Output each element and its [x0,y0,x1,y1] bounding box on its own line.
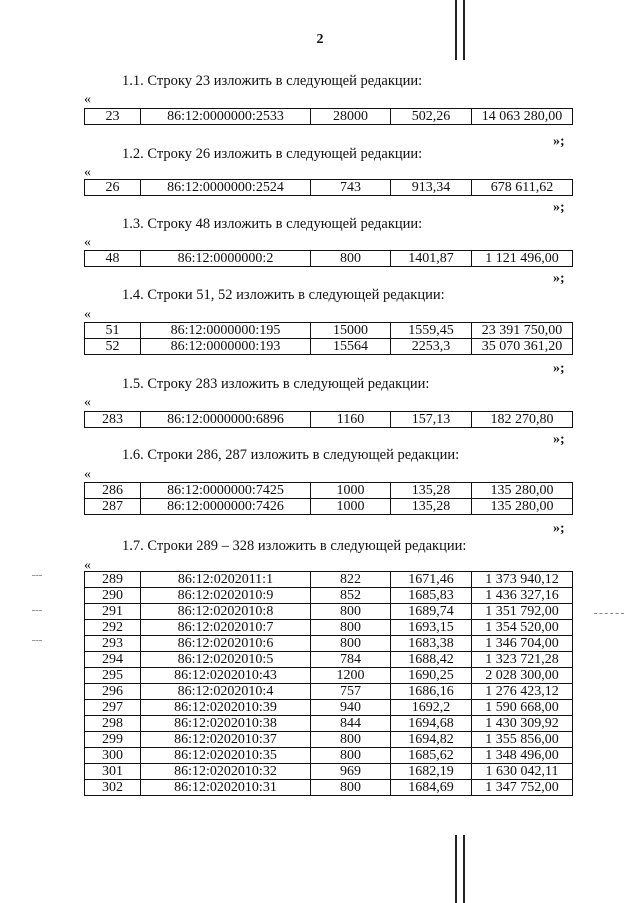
cell-cadastral-number: 86:12:0202010:9 [141,588,311,604]
cell-cadastral-number: 86:12:0202010:31 [141,780,311,796]
cell-rate: 1694,68 [391,716,472,732]
cell-area: 1160 [311,412,391,428]
opening-quote: « [84,558,91,573]
table-row [85,684,573,700]
cell-value: 23 391 750,00 [472,323,573,339]
cell-area: 15000 [311,323,391,339]
cell-row-number: 23 [85,109,141,125]
cell-cadastral-number: 86:12:0202010:6 [141,636,311,652]
cell-row-number: 294 [85,652,141,668]
section-heading: 1.7. Строки 289 – 328 изложить в следующей редакции: [122,538,467,554]
table-row [85,716,573,732]
scan-artifact-mark [32,575,42,576]
cell-area: 28000 [311,109,391,125]
cell-area: 940 [311,700,391,716]
closing-quote: »; [553,271,565,286]
cell-rate: 1682,19 [391,764,472,780]
cell-cadastral-number: 86:12:0000000:195 [141,323,311,339]
cell-rate: 1693,15 [391,620,472,636]
cell-area: 969 [311,764,391,780]
amendment-table [84,108,573,125]
page-number: 2 [316,32,324,47]
cell-value: 1 354 520,00 [472,620,573,636]
cell-value: 135 280,00 [472,499,573,515]
table-row [85,412,573,428]
table-row [85,323,573,339]
table-row [85,251,573,267]
closing-quote: »; [553,432,565,447]
cell-cadastral-number: 86:12:0000000:2533 [141,109,311,125]
cell-row-number: 291 [85,604,141,620]
cell-value: 35 070 361,20 [472,339,573,355]
section-heading: 1.2. Строку 26 изложить в следующей редакции: [122,146,423,162]
scan-artifact-line [463,835,465,903]
cell-value: 1 323 721,28 [472,652,573,668]
cell-rate: 1559,45 [391,323,472,339]
amendment-table [84,482,573,515]
cell-cadastral-number: 86:12:0202010:43 [141,668,311,684]
table-row [85,180,573,196]
section-heading: 1.1. Строку 23 изложить в следующей редакции: [122,73,423,89]
cell-row-number: 299 [85,732,141,748]
cell-area: 844 [311,716,391,732]
cell-area: 1000 [311,499,391,515]
table-row [85,499,573,515]
cell-row-number: 286 [85,483,141,499]
cell-cadastral-number: 86:12:0202010:39 [141,700,311,716]
cell-cadastral-number: 86:12:0000000:6896 [141,412,311,428]
cell-row-number: 298 [85,716,141,732]
opening-quote: « [84,165,91,180]
table-row [85,652,573,668]
cell-rate: 1685,62 [391,748,472,764]
cell-cadastral-number: 86:12:0202010:7 [141,620,311,636]
cell-value: 1 355 856,00 [472,732,573,748]
cell-cadastral-number: 86:12:0000000:7425 [141,483,311,499]
opening-quote: « [84,467,91,482]
cell-area: 784 [311,652,391,668]
cell-row-number: 283 [85,412,141,428]
cell-row-number: 287 [85,499,141,515]
cell-rate: 157,13 [391,412,472,428]
cell-area: 800 [311,732,391,748]
cell-row-number: 51 [85,323,141,339]
scan-artifact-line [455,0,457,60]
cell-area: 1000 [311,483,391,499]
cell-rate: 1685,83 [391,588,472,604]
cell-value: 135 280,00 [472,483,573,499]
opening-quote: « [84,92,91,107]
cell-rate: 135,28 [391,499,472,515]
table-row [85,572,573,588]
cell-value: 1 276 423,12 [472,684,573,700]
table-row [85,588,573,604]
cell-area: 800 [311,780,391,796]
cell-row-number: 290 [85,588,141,604]
scan-artifact-mark [594,613,624,614]
cell-area: 15564 [311,339,391,355]
opening-quote: « [84,307,91,322]
closing-quote: »; [553,521,565,536]
scan-artifact-line [463,0,465,60]
table-row [85,764,573,780]
scan-artifact-mark [32,610,42,611]
cell-cadastral-number: 86:12:0202010:35 [141,748,311,764]
section-heading: 1.3. Строку 48 изложить в следующей редакции: [122,216,423,232]
cell-value: 1 346 704,00 [472,636,573,652]
table-row [85,780,573,796]
cell-value: 1 630 042,11 [472,764,573,780]
cell-cadastral-number: 86:12:0000000:7426 [141,499,311,515]
cell-cadastral-number: 86:12:0202010:38 [141,716,311,732]
scan-artifact-line [455,835,457,903]
cell-area: 743 [311,180,391,196]
amendment-table [84,179,573,196]
cell-row-number: 52 [85,339,141,355]
cell-row-number: 302 [85,780,141,796]
table-row [85,748,573,764]
cell-area: 800 [311,604,391,620]
cell-cadastral-number: 86:12:0000000:2524 [141,180,311,196]
cell-cadastral-number: 86:12:0202011:1 [141,572,311,588]
table-row [85,636,573,652]
amendment-table [84,571,573,796]
cell-rate: 913,34 [391,180,472,196]
amendment-table [84,411,573,428]
cell-cadastral-number: 86:12:0202010:5 [141,652,311,668]
cell-rate: 135,28 [391,483,472,499]
cell-rate: 1686,16 [391,684,472,700]
cell-area: 800 [311,620,391,636]
cell-rate: 1684,69 [391,780,472,796]
cell-area: 800 [311,251,391,267]
cell-value: 14 063 280,00 [472,109,573,125]
amendment-table [84,250,573,267]
cell-row-number: 300 [85,748,141,764]
opening-quote: « [84,235,91,250]
table-row [85,700,573,716]
cell-rate: 1689,74 [391,604,472,620]
cell-area: 757 [311,684,391,700]
cell-row-number: 26 [85,180,141,196]
cell-row-number: 295 [85,668,141,684]
amendment-table [84,322,573,355]
section-heading: 1.4. Строки 51, 52 изложить в следующей редакции: [122,287,445,303]
cell-cadastral-number: 86:12:0202010:4 [141,684,311,700]
cell-value: 678 611,62 [472,180,573,196]
section-heading: 1.6. Строки 286, 287 изложить в следующей редакции: [122,447,460,463]
cell-rate: 1401,87 [391,251,472,267]
table-row [85,604,573,620]
cell-value: 1 373 940,12 [472,572,573,588]
cell-rate: 1688,42 [391,652,472,668]
cell-row-number: 48 [85,251,141,267]
closing-quote: »; [553,134,565,149]
cell-value: 1 347 752,00 [472,780,573,796]
cell-value: 1 436 327,16 [472,588,573,604]
cell-value: 1 430 309,92 [472,716,573,732]
cell-row-number: 293 [85,636,141,652]
cell-cadastral-number: 86:12:0000000:2 [141,251,311,267]
cell-row-number: 297 [85,700,141,716]
cell-area: 852 [311,588,391,604]
table-row [85,732,573,748]
cell-area: 800 [311,636,391,652]
cell-row-number: 292 [85,620,141,636]
closing-quote: »; [553,361,565,376]
cell-rate: 1683,38 [391,636,472,652]
cell-value: 1 351 792,00 [472,604,573,620]
table-row [85,668,573,684]
cell-cadastral-number: 86:12:0000000:193 [141,339,311,355]
closing-quote: »; [553,200,565,215]
cell-value: 1 121 496,00 [472,251,573,267]
cell-value: 182 270,80 [472,412,573,428]
cell-rate: 1671,46 [391,572,472,588]
table-row [85,620,573,636]
cell-rate: 1690,25 [391,668,472,684]
cell-cadastral-number: 86:12:0202010:8 [141,604,311,620]
table-row [85,339,573,355]
cell-value: 1 590 668,00 [472,700,573,716]
cell-row-number: 296 [85,684,141,700]
cell-rate: 2253,3 [391,339,472,355]
cell-area: 1200 [311,668,391,684]
table-row [85,483,573,499]
cell-cadastral-number: 86:12:0202010:37 [141,732,311,748]
cell-rate: 1694,82 [391,732,472,748]
cell-rate: 502,26 [391,109,472,125]
table-row [85,109,573,125]
cell-cadastral-number: 86:12:0202010:32 [141,764,311,780]
cell-rate: 1692,2 [391,700,472,716]
opening-quote: « [84,395,91,410]
cell-area: 800 [311,748,391,764]
cell-value: 1 348 496,00 [472,748,573,764]
cell-row-number: 301 [85,764,141,780]
cell-row-number: 289 [85,572,141,588]
scan-artifact-mark [32,640,42,641]
section-heading: 1.5. Строку 283 изложить в следующей редакции: [122,376,430,392]
cell-value: 2 028 300,00 [472,668,573,684]
cell-area: 822 [311,572,391,588]
